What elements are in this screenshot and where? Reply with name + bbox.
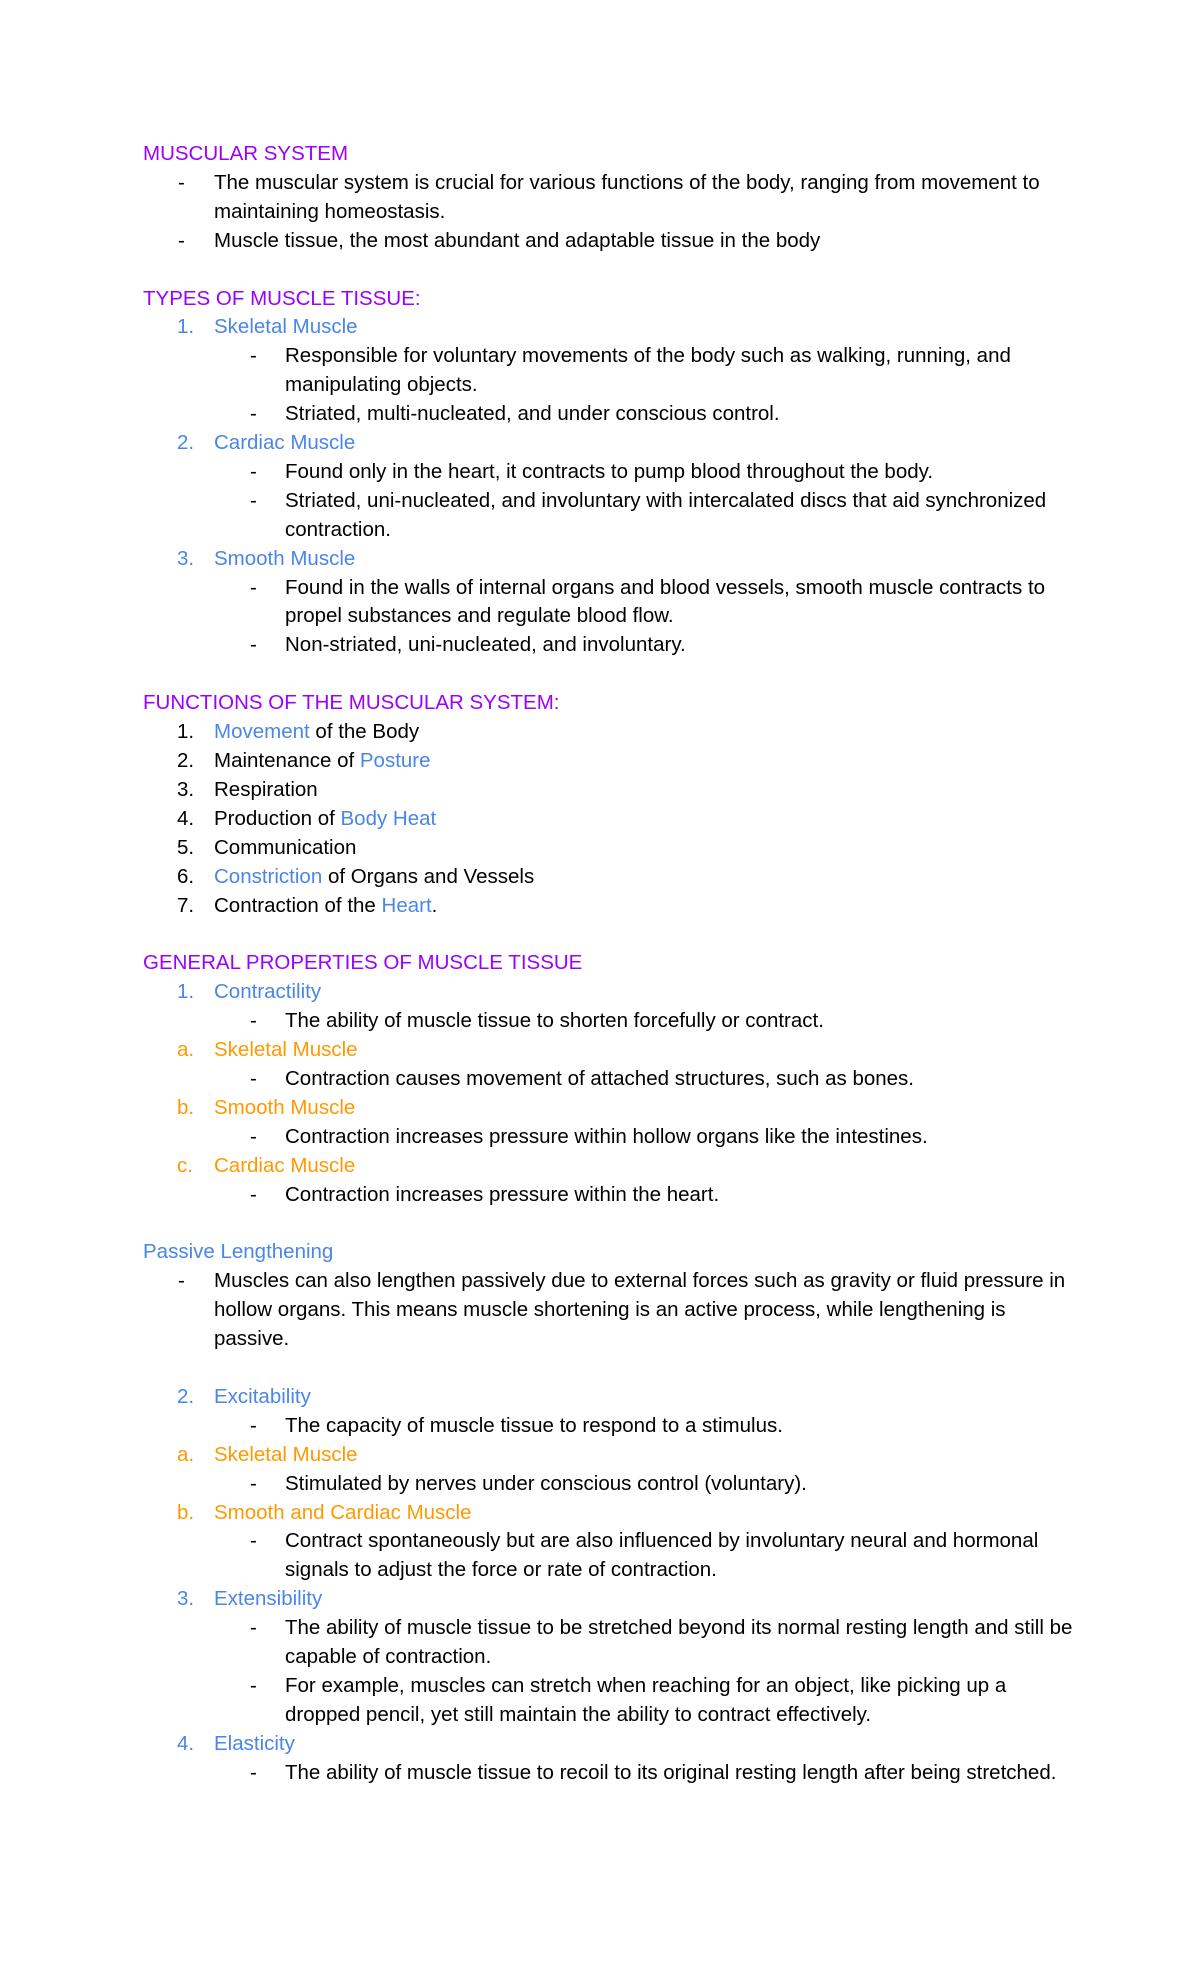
bullet-dash: -: [250, 344, 257, 368]
bullet-text: The ability of muscle tissue to be stretched beyond its normal resting length and still be capable of contraction.: [285, 1616, 1073, 1669]
property-title: Elasticity: [214, 1731, 295, 1755]
list-number: 4.: [177, 806, 195, 830]
property-title: Excitability: [214, 1384, 311, 1408]
bullet-text: Contraction increases pressure within the heart.: [285, 1182, 720, 1206]
bullet-text: Contraction causes movement of attached structures, such as bones.: [285, 1066, 914, 1090]
bullet-item: [143, 1759, 1083, 1788]
function-item: [143, 892, 1083, 921]
heading-functions: FUNCTIONS OF THE MUSCULAR SYSTEM:: [143, 691, 560, 715]
heading-muscular-system: MUSCULAR SYSTEM: [143, 142, 349, 165]
list-number: 4.: [177, 1731, 195, 1755]
list-item-skeletal-muscle: [143, 313, 1083, 342]
bullet-dash: -: [250, 1182, 257, 1206]
bullet-item: [143, 169, 1083, 227]
sub-item-cardiac-muscle: [143, 1152, 1083, 1181]
bullet-text: The muscular system is crucial for various functions of the body, ranging from movement to maintaining homeostasis.: [214, 170, 1040, 223]
bullet-text: Contract spontaneously but are also influenced by involuntary neural and hormonal signals to adjust the force or rate of contraction.: [285, 1529, 1039, 1582]
bullet-item: [143, 1412, 1083, 1441]
bullet-text: Stimulated by nerves under conscious control (voluntary).: [285, 1471, 807, 1495]
bullet-item: [143, 1527, 1083, 1585]
sub-title: Smooth and Cardiac Muscle: [214, 1500, 472, 1524]
function-item: [143, 718, 1083, 747]
bullet-text: The capacity of muscle tissue to respond to a stimulus.: [285, 1413, 783, 1437]
bullet-text: Non-striated, uni-nucleated, and involuntary.: [285, 633, 686, 657]
function-text: .: [431, 893, 438, 917]
bullet-item: [143, 1123, 1083, 1152]
list-number: 3.: [177, 777, 195, 801]
list-letter: c.: [177, 1153, 193, 1177]
heading-general-properties: GENERAL PROPERTIES OF MUSCLE TISSUE: [143, 951, 583, 975]
property-title: Contractility: [214, 980, 322, 1004]
bullet-dash: -: [250, 1413, 257, 1437]
heading-types-of-muscle-tissue: TYPES OF MUSCLE TISSUE:: [143, 286, 421, 310]
list-number: 3.: [177, 546, 195, 570]
sub-title: Cardiac Muscle: [214, 1153, 356, 1177]
list-letter: b.: [177, 1095, 195, 1119]
list-item-smooth-muscle: [143, 545, 1083, 574]
list-number: 7.: [177, 893, 195, 917]
list-number: 3.: [177, 1587, 195, 1611]
bullet-dash: -: [250, 488, 257, 512]
bullet-text: Striated, uni-nucleated, and involuntary with intercalated discs that aid synchronized contraction.: [285, 488, 1047, 541]
bullet-item: [143, 631, 1083, 660]
function-text: Contraction of the: [214, 893, 382, 917]
function-text: of Organs and Vessels: [322, 864, 535, 888]
sub-item-smooth-and-cardiac-muscle: [143, 1499, 1083, 1528]
function-item: [143, 834, 1083, 863]
bullet-dash: -: [250, 1009, 257, 1033]
document-content: [143, 140, 1083, 1788]
list-letter: a.: [177, 1038, 195, 1062]
bullet-item: [143, 342, 1083, 400]
function-text: of the Body: [309, 720, 420, 744]
bullet-item: [143, 1181, 1083, 1210]
function-text: Respiration: [214, 777, 318, 801]
list-title: Skeletal Muscle: [214, 315, 358, 339]
function-keyword: Constriction: [214, 864, 323, 888]
bullet-dash: -: [250, 575, 257, 599]
list-number: 2.: [177, 1384, 195, 1408]
list-number: 2.: [177, 431, 195, 455]
bullet-text: The ability of muscle tissue to shorten forcefully or contract.: [285, 1009, 824, 1033]
bullet-text: The ability of muscle tissue to recoil to its original resting length after being stretched.: [285, 1760, 1057, 1784]
property-extensibility: [143, 1585, 1083, 1614]
heading-passive-lengthening: Passive Lengthening: [143, 1240, 334, 1264]
bullet-item: [143, 487, 1083, 545]
function-text: Communication: [214, 835, 357, 859]
function-text: Production of: [214, 806, 341, 830]
bullet-dash: -: [250, 633, 257, 657]
function-text: Maintenance of: [214, 749, 360, 772]
bullet-dash: -: [250, 1066, 257, 1090]
bullet-text: Responsible for voluntary movements of the body such as walking, running, and manipulating objects.: [285, 344, 1011, 397]
function-item: [143, 776, 1083, 805]
bullet-text: Found only in the heart, it contracts to pump blood throughout the body.: [285, 459, 934, 483]
property-elasticity: [143, 1730, 1083, 1759]
bullet-dash: -: [250, 402, 257, 426]
bullet-dash: -: [178, 1269, 185, 1293]
bullet-text: Muscle tissue, the most abundant and adaptable tissue in the body: [214, 228, 821, 252]
list-number: 1.: [177, 315, 195, 339]
bullet-item: [143, 227, 1083, 256]
bullet-dash: -: [250, 1616, 257, 1640]
function-item: [143, 863, 1083, 892]
bullet-text: For example, muscles can stretch when reaching for an object, like picking up a dropped pencil, yet still maintain the ability to contract effectively.: [285, 1673, 1007, 1726]
bullet-item: [143, 1065, 1083, 1094]
bullet-dash: -: [250, 459, 257, 483]
sub-item-smooth-muscle: [143, 1094, 1083, 1123]
list-item-cardiac-muscle: [143, 429, 1083, 458]
property-excitability: [143, 1383, 1083, 1412]
sub-title: Skeletal Muscle: [214, 1442, 358, 1466]
bullet-dash: -: [178, 170, 185, 194]
property-title: Extensibility: [214, 1587, 323, 1611]
list-letter: b.: [177, 1500, 195, 1524]
list-number: 1.: [177, 720, 195, 744]
sub-title: Smooth Muscle: [214, 1095, 356, 1119]
bullet-item: [143, 574, 1083, 632]
function-keyword: Body Heat: [340, 806, 437, 830]
sub-item-skeletal-muscle: [143, 1441, 1083, 1470]
bullet-item: [143, 1007, 1083, 1036]
list-title: Smooth Muscle: [214, 546, 356, 570]
sub-item-skeletal-muscle: [143, 1036, 1083, 1065]
bullet-dash: -: [250, 1673, 257, 1697]
bullet-item: [143, 1470, 1083, 1499]
bullet-dash: -: [250, 1760, 257, 1784]
bullet-item: [143, 1672, 1083, 1730]
function-item: [143, 747, 1083, 776]
function-keyword: Heart: [381, 893, 432, 917]
list-number: 2.: [177, 749, 195, 772]
list-number: 1.: [177, 980, 195, 1004]
bullet-text: Striated, multi-nucleated, and under conscious control.: [285, 402, 780, 426]
list-title: Cardiac Muscle: [214, 431, 356, 455]
list-number: 5.: [177, 835, 195, 859]
function-keyword: Movement: [214, 720, 310, 744]
bullet-dash: -: [178, 228, 185, 252]
bullet-dash: -: [250, 1529, 257, 1553]
bullet-text: Contraction increases pressure within hollow organs like the intestines.: [285, 1124, 928, 1148]
bullet-item: [143, 1267, 1083, 1354]
function-item: [143, 805, 1083, 834]
bullet-item: [143, 458, 1083, 487]
bullet-text: Muscles can also lengthen passively due to external forces such as gravity or fluid pressure in hollow organs. This means muscle shortening is an active process, while lengthening is passive.: [214, 1269, 1066, 1351]
property-contractility: [143, 978, 1083, 1007]
function-keyword: Posture: [359, 749, 431, 772]
bullet-dash: -: [250, 1124, 257, 1148]
bullet-item: [143, 1614, 1083, 1672]
bullet-text: Found in the walls of internal organs and blood vessels, smooth muscle contracts to propel substances and regulate blood flow.: [285, 575, 1046, 628]
bullet-dash: -: [250, 1471, 257, 1495]
sub-title: Skeletal Muscle: [214, 1038, 358, 1062]
list-number: 6.: [177, 864, 195, 888]
bullet-item: [143, 400, 1083, 429]
list-letter: a.: [177, 1442, 195, 1466]
